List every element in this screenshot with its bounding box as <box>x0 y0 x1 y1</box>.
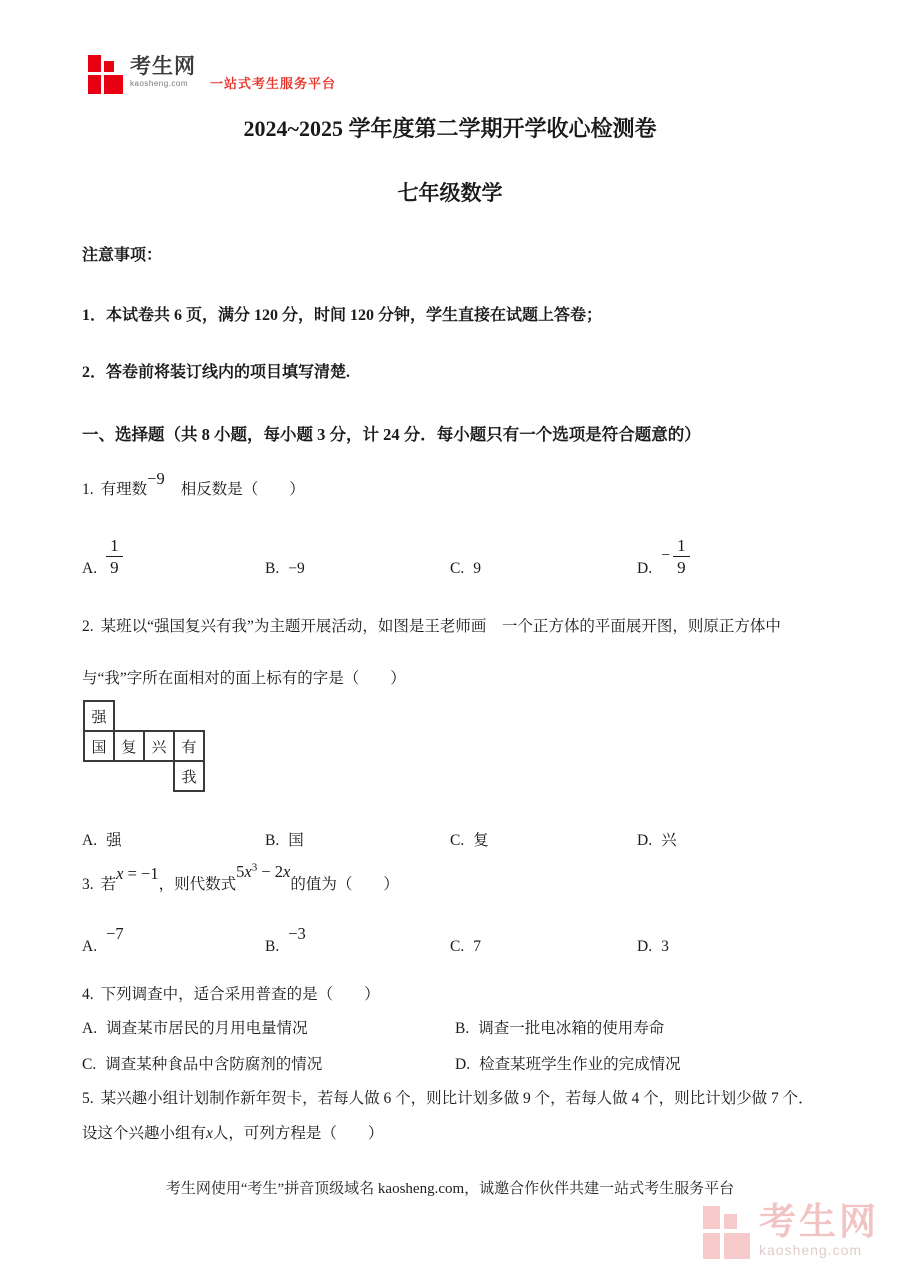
question-3-options <box>82 924 669 956</box>
option-1d-fraction: − $\frac{1}{9}$ <box>661 535 690 579</box>
option-1c-value: 9 <box>473 560 481 577</box>
option-4d: D. 检查某班学生作业的完成情况 <box>455 1056 681 1073</box>
question-4-stem: 4. 下列调查中，适合采用普查的是（ ） <box>82 986 380 1003</box>
logo-tagline: 一站式考生服务平台 <box>210 76 337 91</box>
net-cell-xing: 兴 <box>143 730 175 762</box>
question-5-var: x <box>206 1125 213 1142</box>
net-cell-qiang: 强 <box>83 700 115 732</box>
option-1b <box>265 560 450 578</box>
option-1c <box>450 560 637 578</box>
option-1a-fraction: $\frac{1}{9}$ <box>106 535 123 579</box>
option-2a: A. 强 <box>82 832 122 849</box>
section-1-heading: 一、选择题（共 8 小题，每小题 3 分，计 24 分．每小题只有一个选项是符合题意的） <box>82 425 701 444</box>
question-1-stem <box>82 469 305 499</box>
question-4-number: 4. <box>82 986 94 1003</box>
notice-item-2: 2．答卷前将装订线内的项目填写清楚. <box>82 364 351 381</box>
notice-item-1: 1．本试卷共 6 页，满分 120 分，时间 120 分钟，学生直接在试题上答卷； <box>82 307 603 324</box>
notice-heading: 注意事项： <box>82 247 163 264</box>
option-3c: C. 7 <box>450 938 481 955</box>
footer-slogan: 考生网使用“考生”拼音顶级域名 kaosheng.com，诚邀合作伙伴共建一站式考生服务平台 <box>165 1181 735 1197</box>
option-1d-label: D. <box>637 560 653 577</box>
option-4c: C. 调查某种食品中含防腐剂的情况 <box>82 1056 323 1073</box>
question-3-number: 3. <box>82 876 94 893</box>
kaosheng-watermark <box>703 1202 879 1262</box>
exam-title: 2024~2025 学年度第二学期开学收心检测卷 <box>243 116 657 141</box>
question-5-line1: 5. 某兴趣小组计划制作新年贺卡，若每人做 6 个，则比计划多做 9 个，若每人做 4 个，则比计划少做 7 个． <box>82 1090 814 1107</box>
question-2-options <box>82 828 677 850</box>
logo-name: 考生网 <box>130 55 196 78</box>
option-3d: D. 3 <box>637 938 669 955</box>
watermark-logo-icon <box>703 1206 751 1262</box>
option-1d <box>637 535 690 579</box>
option-2b: B. 国 <box>265 832 304 849</box>
logo-domain: kaosheng.com <box>130 79 189 88</box>
question-5-line2: 设这个兴趣小组有x人，可列方程是（ ） <box>82 1125 384 1142</box>
option-1c-label: C. <box>450 560 465 577</box>
net-cell-fu: 复 <box>113 730 145 762</box>
site-logo <box>88 55 336 95</box>
net-cell-guo: 国 <box>83 730 115 762</box>
watermark-name: 考生网 <box>759 1201 879 1242</box>
question-2-number: 2. <box>82 618 94 635</box>
watermark-domain: kaosheng.com <box>759 1242 863 1258</box>
question-1-text: 有理数 <box>100 481 148 498</box>
option-1b-value: −9 <box>288 560 305 577</box>
option-1a-label: A. <box>82 560 98 577</box>
net-cell-wo: 我 <box>173 760 205 792</box>
option-3a: A. −7 <box>82 924 124 955</box>
question-2-line2: 与“我”字所在面相对的面上标有的字是（ ） <box>82 670 406 687</box>
option-4a: A. 调查某市居民的月用电量情况 <box>82 1020 308 1037</box>
option-1b-label: B. <box>265 560 280 577</box>
question-2-line1: 2. 某班以“强国复兴有我”为主题开展活动，如图是王老师画 一个正方体的平面展开图，则原正方体中 <box>82 618 781 635</box>
question-3-math1: x = −1 <box>116 864 159 883</box>
option-1a <box>82 535 265 579</box>
option-4b: B. 调查一批电冰箱的使用寿命 <box>455 1020 665 1037</box>
question-3-stem: 3. 若x = −1，则代数式$5x^3 - 2x$的值为（ ） <box>82 861 399 893</box>
option-2d: D. 兴 <box>637 832 677 849</box>
question-1-math: −9 <box>147 469 165 488</box>
question-1-number: 1. <box>82 481 94 498</box>
question-3-math2: $5x^3 - 2x$ <box>236 861 291 881</box>
question-4-options-row1 <box>82 1016 664 1038</box>
question-1-text-suffix: 相反数是（ ） <box>180 481 305 498</box>
option-3b: B. −3 <box>265 924 306 955</box>
question-1-options <box>82 524 690 578</box>
net-cell-you: 有 <box>173 730 205 762</box>
question-4-options-row2 <box>82 1052 681 1074</box>
question-5-number: 5. <box>82 1090 94 1107</box>
exam-subtitle: 七年级数学 <box>397 181 503 205</box>
kaosheng-logo-icon <box>88 55 124 95</box>
cube-net-diagram <box>83 700 209 794</box>
option-2c: C. 复 <box>450 832 489 849</box>
